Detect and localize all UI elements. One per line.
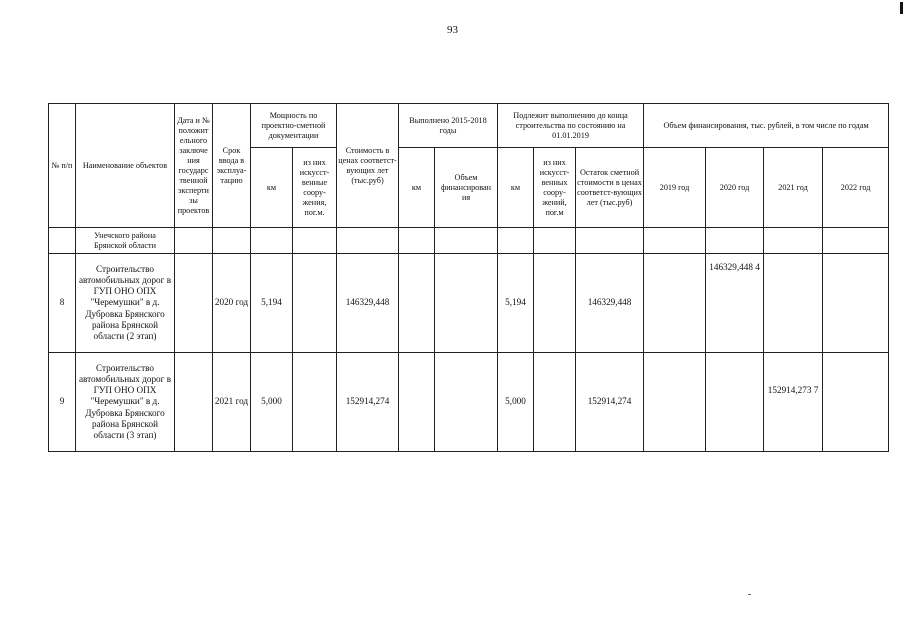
table-row <box>49 353 889 452</box>
header-remaining-artificial: из них искусст-венных соору-жений, пог.м <box>534 148 576 228</box>
header-remaining-km: км <box>498 148 534 228</box>
cell-empty <box>399 228 435 254</box>
cell-remaining-cost: 146329,448 <box>576 254 644 353</box>
header-cost: Стоимость в ценах соответст-вующих лет (тыс.руб) <box>337 104 399 228</box>
header-year-2019: 2019 год <box>644 148 706 228</box>
header-commission-term: Срок ввода в эксплуа-тацию <box>213 104 251 228</box>
header-remaining-group: Подлежит выполнению до конца строительства по состоянию на 01.01.2019 <box>498 104 644 148</box>
header-name: Наименование объектов <box>76 104 175 228</box>
cell-year-2020 <box>706 353 764 452</box>
cell-remaining-km: 5,000 <box>498 353 534 452</box>
cell-year-2022 <box>823 353 889 452</box>
header-expertise-date: Дата и № положит ельного заключе ния государс твенной эксперти зы проектов <box>175 104 213 228</box>
cell-capacity-km: 5,194 <box>251 254 293 353</box>
cell-year-2019 <box>644 353 706 452</box>
cell-expertise-date <box>175 254 213 353</box>
cell-remaining-artificial <box>534 353 576 452</box>
header-capacity-km: км <box>251 148 293 228</box>
cell-year-2021 <box>764 254 823 353</box>
cell-num: 9 <box>49 353 76 452</box>
continuation-row <box>49 228 889 254</box>
cell-empty <box>644 228 706 254</box>
cell-commission-term: 2021 год <box>213 353 251 452</box>
cell-name: Унечского района Брянской области <box>76 228 175 254</box>
cell-cost: 146329,448 <box>337 254 399 353</box>
page-number: 93 <box>447 24 458 36</box>
cell-empty <box>337 228 399 254</box>
cell-empty <box>534 228 576 254</box>
header-num: № п/п <box>49 104 76 228</box>
scan-speck <box>748 594 751 595</box>
cell-empty <box>706 228 764 254</box>
cell-empty <box>251 228 293 254</box>
cell-expertise-date <box>175 353 213 452</box>
investment-table <box>48 103 889 452</box>
edge-mark <box>900 2 903 14</box>
cell-done-funding <box>435 254 498 353</box>
header-capacity-group: Мощность по проектно-сметной документации <box>251 104 337 148</box>
header-done-group: Выполнено 2015-2018 годы <box>399 104 498 148</box>
header-year-2022: 2022 год <box>823 148 889 228</box>
cell-empty <box>764 228 823 254</box>
cell-year-2021: 152914,273 7 <box>764 353 823 452</box>
cell-done-funding <box>435 353 498 452</box>
cell-empty <box>498 228 534 254</box>
table-row <box>49 254 889 353</box>
cell-done-km <box>399 353 435 452</box>
cell-year-2022 <box>823 254 889 353</box>
cell-cost: 152914,274 <box>337 353 399 452</box>
cell-capacity-artificial <box>293 254 337 353</box>
cell-capacity-km: 5,000 <box>251 353 293 452</box>
cell-year-2020: 146329,448 4 <box>706 254 764 353</box>
header-row-1 <box>49 104 889 148</box>
cell-remaining-artificial <box>534 254 576 353</box>
cell-empty <box>293 228 337 254</box>
cell-empty <box>576 228 644 254</box>
header-done-funding: Объем финансирован ия <box>435 148 498 228</box>
header-year-2021: 2021 год <box>764 148 823 228</box>
cell-empty <box>175 228 213 254</box>
cell-done-km <box>399 254 435 353</box>
cell-num: 8 <box>49 254 76 353</box>
header-done-km: км <box>399 148 435 228</box>
cell-remaining-cost: 152914,274 <box>576 353 644 452</box>
cell-empty <box>823 228 889 254</box>
cell-commission-term: 2020 год <box>213 254 251 353</box>
cell-name: Строительство автомобильных дорог в ГУП ОНО ОПХ "Черемушки" в д. Дубровка Брянского района Брянской области (2 этап) <box>76 254 175 353</box>
header-capacity-artificial: из них искусст-венные соору-жения, пог.м. <box>293 148 337 228</box>
header-funding-group: Объем финансирования, тыс. рублей, в том числе по годам <box>644 104 889 148</box>
cell-remaining-km: 5,194 <box>498 254 534 353</box>
cell-empty <box>435 228 498 254</box>
cell-capacity-artificial <box>293 353 337 452</box>
cell-year-2019 <box>644 254 706 353</box>
header-remaining-cost: Остаток сметной стоимости в ценах соответст-вующих лет (тыс.руб) <box>576 148 644 228</box>
cell-name: Строительство автомобильных дорог в ГУП ОНО ОПХ "Черемушки" в д. Дубровка Брянского района Брянской области (3 этап) <box>76 353 175 452</box>
cell-empty <box>49 228 76 254</box>
cell-empty <box>213 228 251 254</box>
header-year-2020: 2020 год <box>706 148 764 228</box>
